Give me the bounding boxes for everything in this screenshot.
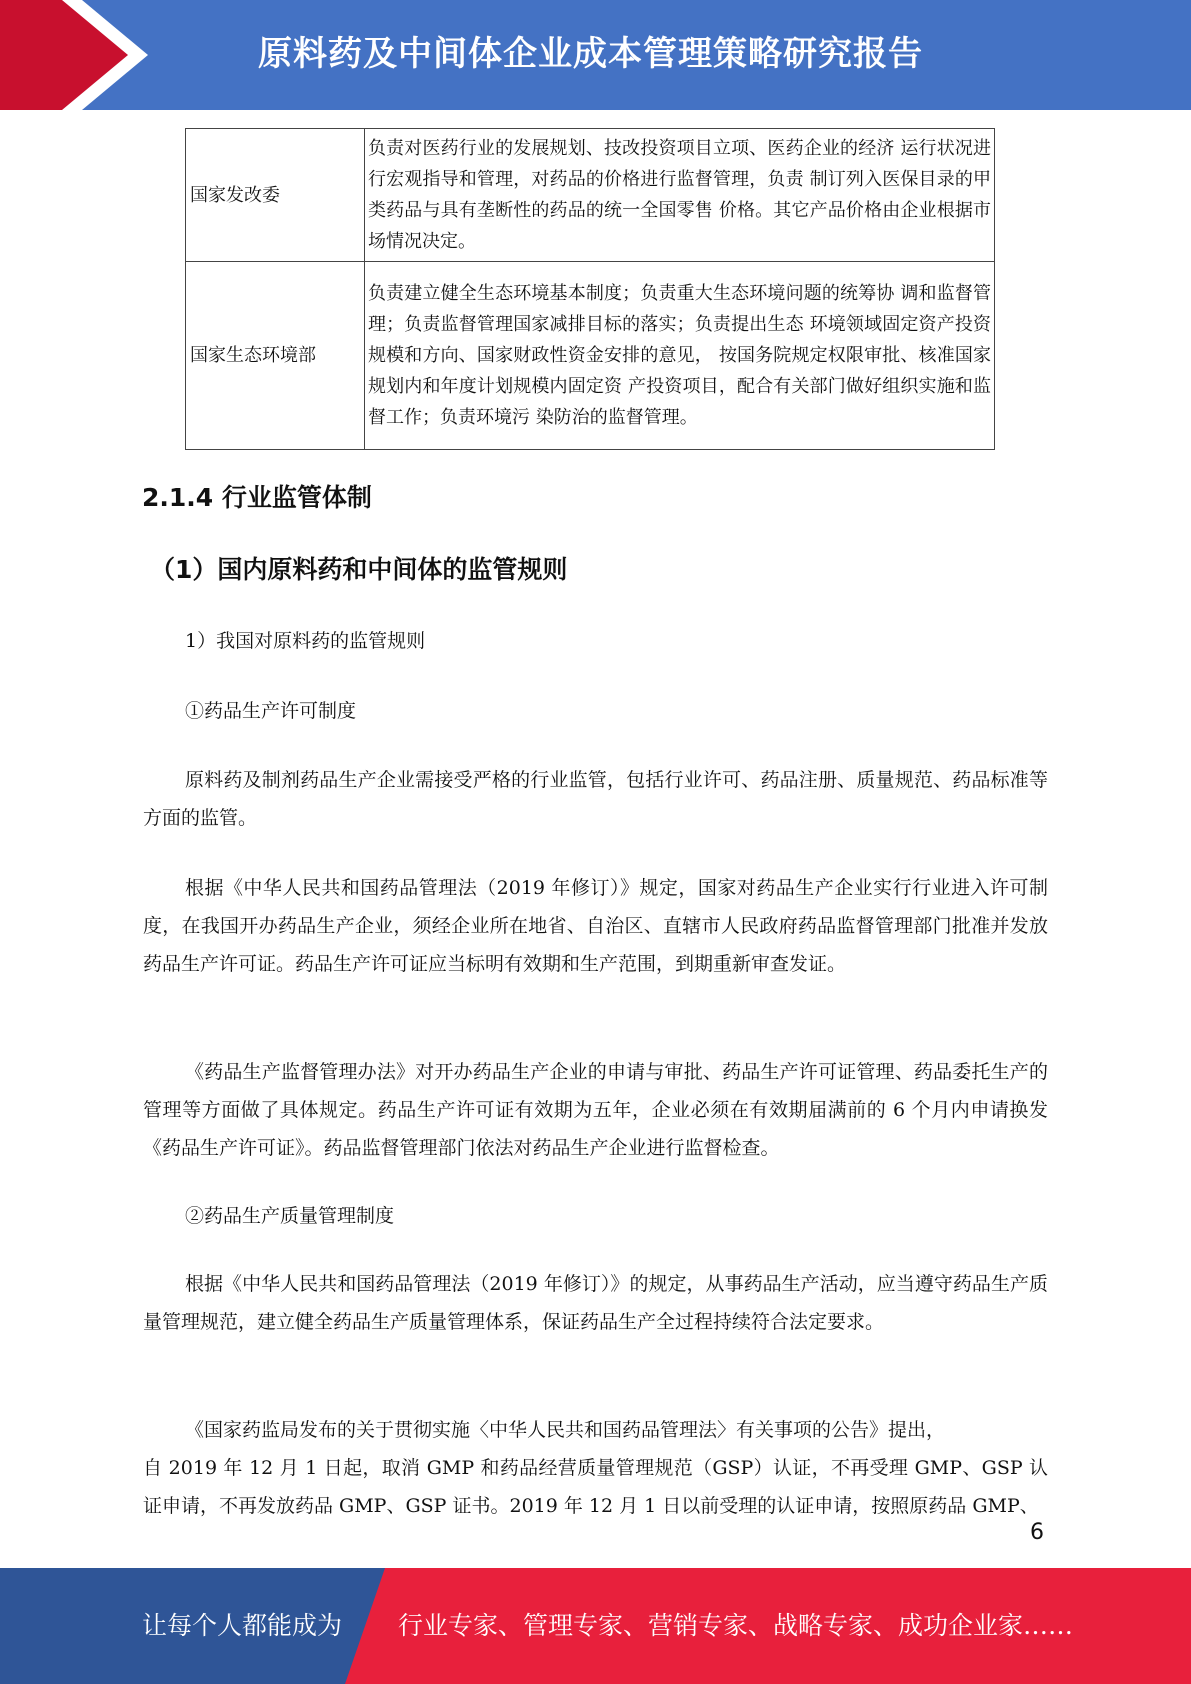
paragraph: 《国家药监局发布的关于贯彻实施〈中华人民共和国药品管理法〉有关事项的公告》提出， [185,1419,946,1441]
table-row [186,262,995,450]
paragraph: 原料药及制剂药品生产企业需接受严格的行业监管，包括行业许可、药品注册、质量规范、药品标准等方面的监管。 [143,769,1048,829]
footer-slogan-left: 让每个人都能成为 [142,1611,343,1640]
page-header [0,0,1191,110]
table-cell-desc: 负责对医药行业的发展规划、技改投资项目立项、医药企业的经济 运行状况进行宏观指导和管理，对药品的价格进行监督管理，负责 制订列入医保目录的甲类药品与具有垄断性的药品的统一全国零售 价格。其它产品价格由企业根据市场情况决定。 [365,129,995,262]
item-heading: ①药品生产许可制度 [185,700,357,722]
table-cell-dept: 国家发改委 [186,129,365,262]
paragraph: 根据《中华人民共和国药品管理法（2019 年修订）》的规定，从事药品生产活动，应当遵守药品生产质量管理规范，建立健全药品生产质量管理体系，保证药品生产全过程持续符合法定要求。 [143,1273,1048,1333]
regulator-table [185,128,995,450]
sub-heading: 1）我国对原料药的监管规则 [185,630,426,652]
paragraph: 根据《中华人民共和国药品管理法（2019 年修订）》规定，国家对药品生产企业实行行业进入许可制度，在我国开办药品生产企业，须经企业所在地省、自治区、直辖市人民政府药品监督管理部门批准并发放药品生产许可证。药品生产许可证应当标明有效期和生产范围，到期重新审查发证。 [143,877,1048,975]
paragraph: 自 2019 年 12 月 1 日起，取消 GMP 和药品经营质量管理规范（GSP）认证，不再受理 GMP、GSP 认证申请，不再发放药品 GMP、GSP 证书。2019 年 12 月 1 日以前受理的认证申请，按照原药品 GMP、 [143,1457,1048,1517]
table-row [186,129,995,262]
section-heading: 2.1.4 行业监管体制 [142,483,372,512]
table-cell-desc: 负责建立健全生态环境基本制度；负责重大生态环境问题的统筹协 调和监督管理；负责监督管理国家减排目标的落实；负责提出生态 环境领域固定资产投资规模和方向、国家财政性资金安排的意见， 按国务院规定权限审批、核准国家规划内和年度计划规模内固定资 产投资项目，配合有关部门做好组织实施和监督工作；负责环境污 染防治的监督管理。 [365,262,995,450]
page-footer [0,1568,1191,1684]
subsection-heading: （1）国内原料药和中间体的监管规则 [150,555,568,584]
paragraph: 《药品生产监督管理办法》对开办药品生产企业的申请与审批、药品生产许可证管理、药品委托生产的管理等方面做了具体规定。药品生产许可证有效期为五年，企业必须在有效期届满前的 6 个月内申请换发《药品生产许可证》。药品监督管理部门依法对药品生产企业进行监督检查。 [143,1061,1048,1159]
footer-slogan-right: 行业专家、管理专家、营销专家、战略专家、成功企业家…… [398,1611,1074,1640]
page-number: 6 [1030,1520,1044,1545]
item-heading: ②药品生产质量管理制度 [185,1205,395,1227]
table-cell-dept: 国家生态环境部 [186,262,365,450]
header-title: 原料药及中间体企业成本管理策略研究报告 [258,34,923,74]
